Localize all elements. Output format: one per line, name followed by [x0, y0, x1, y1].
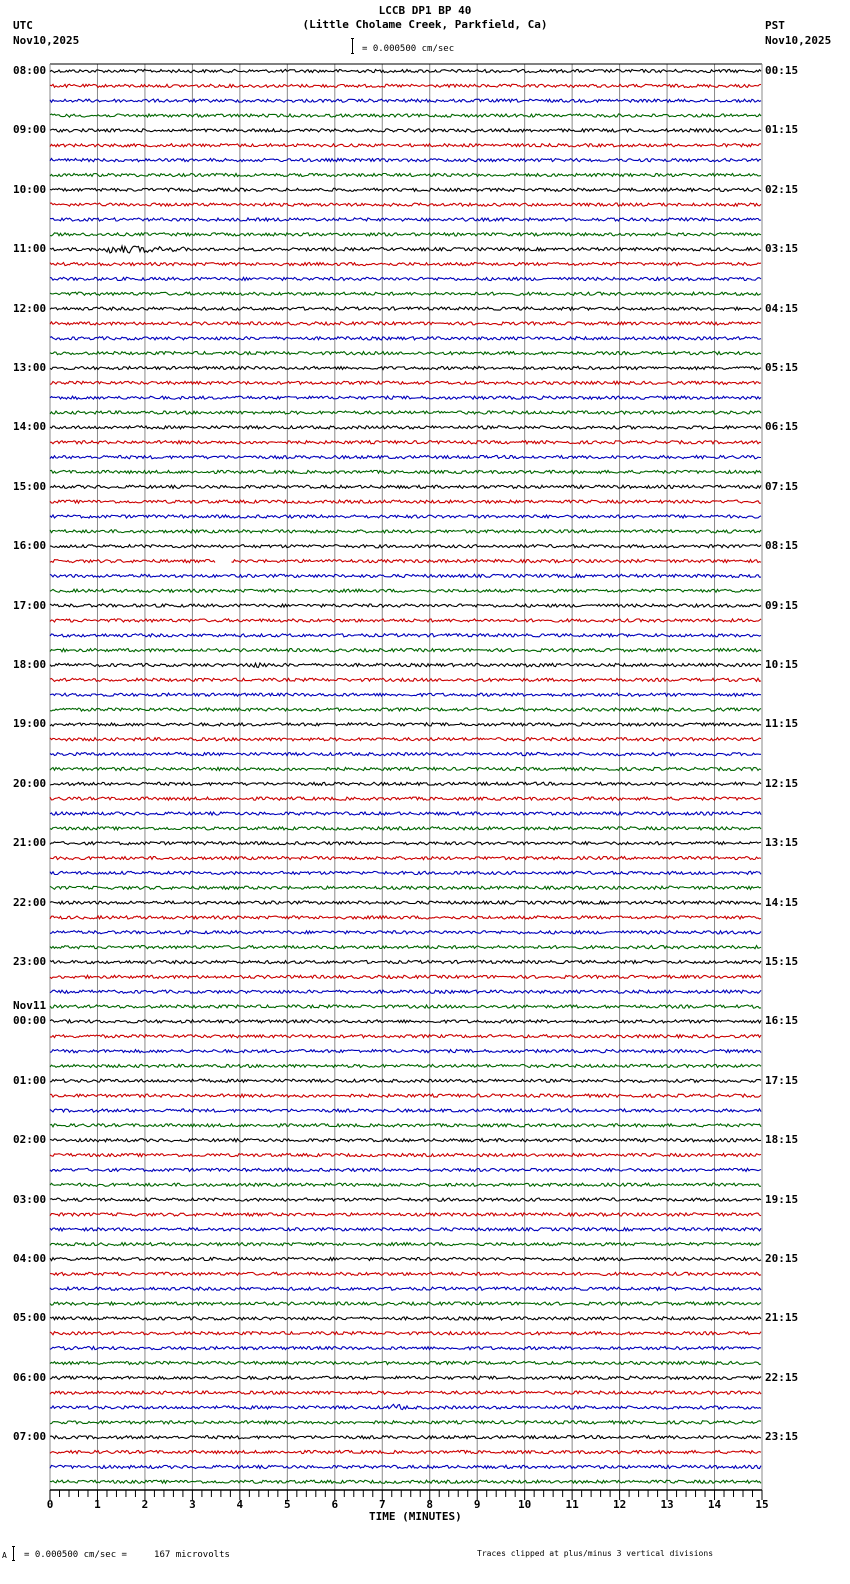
pst-hour-label: 04:15 [765, 301, 799, 315]
trace-10 [50, 218, 761, 221]
x-tick-label: 9 [473, 1498, 481, 1511]
x-tick-label: 7 [378, 1498, 386, 1511]
pst-hour-label: 05:15 [765, 361, 799, 374]
trace-42 [50, 693, 761, 696]
x-tick-label: 0 [46, 1498, 54, 1511]
trace-58 [50, 931, 761, 934]
trace-17 [50, 322, 761, 325]
utc-hour-label: 03:00 [13, 1192, 47, 1206]
trace-23 [50, 411, 761, 414]
right-timezone: PST [765, 19, 785, 32]
trace-77 [50, 1213, 761, 1216]
trace-19 [50, 352, 761, 355]
chart-title: LCCB DP1 BP 40 [378, 4, 472, 17]
pst-hour-label: 21:15 [765, 1311, 799, 1325]
trace-82 [50, 1287, 761, 1290]
utc-hour-label: 23:00 [13, 955, 47, 968]
utc-hour-label: 18:00 [13, 658, 47, 671]
left-date: Nov10,2025 [13, 34, 80, 47]
utc-hour-label: 21:00 [13, 836, 47, 850]
left-timezone: UTC [13, 19, 33, 32]
pst-hour-label: 07:15 [765, 479, 799, 493]
trace-74 [50, 1168, 761, 1171]
trace-39 [50, 649, 761, 652]
trace-52 [50, 842, 761, 845]
trace-47 [50, 767, 761, 770]
trace-53 [50, 857, 761, 860]
pst-hour-label: 17:15 [765, 1073, 799, 1087]
trace-21 [50, 381, 761, 384]
x-tick-label: 10 [518, 1498, 532, 1511]
trace-5 [50, 144, 761, 147]
trace-29 [50, 500, 761, 503]
trace-24 [50, 426, 761, 429]
trace-61 [50, 975, 761, 978]
trace-48 [50, 782, 761, 785]
utc-hour-label: 16:00 [13, 539, 47, 553]
pst-hour-label: 15:15 [765, 955, 799, 968]
x-tick-label: 4 [236, 1498, 244, 1511]
trace-18 [50, 337, 761, 340]
trace-20 [50, 366, 761, 369]
pst-hour-label: 10:15 [765, 658, 799, 671]
x-tick-label: 1 [94, 1498, 101, 1511]
trace-76 [50, 1198, 761, 1201]
trace-81 [50, 1272, 761, 1275]
trace-7 [50, 173, 761, 176]
trace-78 [50, 1228, 761, 1231]
trace-1 [50, 84, 761, 87]
trace-79 [50, 1243, 761, 1246]
utc-hour-label: 00:00 [13, 1014, 47, 1028]
utc-hour-label: 07:00 [13, 1430, 47, 1444]
trace-3 [50, 114, 761, 117]
x-tick-label: 13 [660, 1498, 674, 1511]
trace-40 [50, 663, 761, 667]
trace-62 [50, 990, 761, 993]
pst-hour-label: 22:15 [765, 1370, 799, 1384]
utc-hour-label: 08:00 [13, 64, 47, 77]
trace-66 [50, 1049, 761, 1053]
x-tick-label: 12 [612, 1498, 627, 1511]
utc-hour-label: 05:00 [13, 1311, 47, 1325]
trace-43 [50, 708, 761, 711]
trace-64 [50, 1020, 761, 1023]
trace-35 [50, 589, 761, 592]
pst-hour-label: 02:15 [765, 182, 799, 196]
trace-90 [50, 1404, 761, 1409]
trace-12 [50, 246, 761, 253]
trace-41 [50, 678, 761, 681]
utc-hour-label: 12:00 [13, 301, 47, 315]
x-tick-label: 14 [707, 1498, 722, 1511]
trace-59 [50, 946, 761, 949]
utc-hour-label: 13:00 [13, 361, 47, 374]
x-tick-label: 6 [331, 1498, 339, 1511]
trace-4 [50, 129, 761, 132]
pst-hour-label: 09:15 [765, 598, 799, 612]
trace-15 [50, 292, 761, 295]
trace-28 [50, 485, 761, 488]
trace-92 [50, 1436, 761, 1439]
utc-hour-label: 01:00 [13, 1073, 47, 1087]
trace-9 [50, 203, 761, 206]
trace-0 [50, 69, 761, 72]
pst-hour-label: 01:15 [765, 123, 799, 137]
utc-hour-label: 15:00 [13, 479, 47, 493]
utc-hour-label: 10:00 [13, 182, 47, 196]
trace-68 [50, 1079, 761, 1082]
trace-86 [50, 1347, 761, 1350]
pst-hour-label: 13:15 [765, 836, 799, 850]
trace-27 [50, 470, 761, 473]
trace-73 [50, 1154, 761, 1157]
x-tick-label: 3 [189, 1498, 196, 1511]
trace-2 [50, 99, 761, 102]
utc-hour-label: 06:00 [13, 1370, 47, 1384]
clip-note: Traces clipped at plus/minus 3 vertical divisions [477, 1549, 714, 1558]
trace-88 [50, 1376, 761, 1379]
trace-80 [50, 1257, 761, 1260]
trace-25 [50, 441, 761, 444]
trace-69 [50, 1094, 761, 1097]
trace-87 [50, 1361, 761, 1364]
trace-60 [50, 960, 761, 963]
pst-hour-label: 00:15 [765, 64, 799, 77]
trace-93 [50, 1451, 761, 1454]
trace-72 [50, 1139, 761, 1142]
trace-34 [50, 574, 761, 577]
pst-hour-label: 19:15 [765, 1192, 799, 1206]
pst-hour-label: 11:15 [765, 717, 799, 731]
utc-hour-label: 14:00 [13, 420, 47, 434]
trace-91 [50, 1421, 761, 1424]
trace-67 [50, 1064, 761, 1067]
pst-hour-label: 03:15 [765, 242, 799, 256]
utc-hour-label: 22:00 [13, 895, 47, 909]
utc-hour-label: 11:00 [13, 242, 47, 256]
footer-scale-prefix: A [2, 1551, 7, 1560]
trace-16 [50, 307, 761, 310]
scale-label: = 0.000500 cm/sec [362, 44, 455, 54]
x-tick-label: 11 [565, 1498, 579, 1511]
utc-hour-label: 02:00 [13, 1133, 47, 1147]
trace-32 [50, 545, 761, 548]
trace-8 [50, 188, 761, 191]
trace-14 [50, 277, 761, 280]
trace-38 [50, 634, 761, 637]
trace-63 [50, 1005, 761, 1008]
utc-hour-label: 20:00 [13, 776, 47, 790]
trace-46 [50, 753, 761, 756]
x-tick-label: 8 [426, 1498, 434, 1511]
pst-hour-label: 08:15 [765, 539, 799, 553]
trace-51 [50, 827, 761, 830]
pst-hour-label: 12:15 [765, 776, 799, 790]
utc-hour-label: 09:00 [13, 123, 47, 137]
trace-13 [50, 263, 761, 266]
trace-37 [50, 619, 761, 622]
x-tick-label: 5 [284, 1498, 291, 1511]
footer-scale-text: = 0.000500 cm/sec = 167 microvolts [24, 1550, 230, 1560]
trace-83 [50, 1302, 761, 1305]
trace-30 [50, 515, 761, 518]
trace-22 [50, 396, 761, 399]
trace-71 [50, 1124, 761, 1127]
trace-6 [50, 159, 761, 162]
x-axis-label: TIME (MINUTES) [369, 1510, 462, 1523]
pst-hour-label: 18:15 [765, 1133, 799, 1147]
trace-95 [50, 1480, 761, 1483]
trace-85 [50, 1332, 761, 1335]
pst-hour-label: 14:15 [765, 895, 799, 909]
pst-hour-label: 16:15 [765, 1014, 799, 1028]
utc-hour-label: 19:00 [13, 717, 47, 731]
trace-56 [50, 901, 761, 904]
trace-45 [50, 738, 761, 741]
pst-hour-label: 20:15 [765, 1252, 799, 1265]
trace-70 [50, 1109, 761, 1112]
station-subtitle: (Little Cholame Creek, Parkfield, Ca) [302, 18, 548, 31]
trace-55 [50, 886, 761, 889]
trace-54 [50, 871, 761, 874]
trace-26 [50, 456, 761, 459]
trace-11 [50, 233, 761, 236]
trace-31 [50, 530, 761, 533]
trace-89 [50, 1391, 761, 1394]
trace-65 [50, 1035, 761, 1038]
utc-hour-label: 04:00 [13, 1252, 47, 1265]
trace-36 [50, 604, 761, 607]
trace-50 [50, 812, 761, 815]
trace-57 [50, 916, 761, 919]
pst-hour-label: 23:15 [765, 1430, 799, 1444]
x-tick-label: 15 [755, 1498, 769, 1511]
trace-84 [50, 1317, 761, 1320]
trace-94 [50, 1465, 761, 1468]
trace-33 [50, 560, 761, 563]
date-change-label: Nov11 [13, 999, 47, 1013]
x-tick-label: 2 [141, 1498, 149, 1511]
trace-75 [50, 1183, 761, 1186]
trace-49 [50, 797, 761, 800]
utc-hour-label: 17:00 [13, 598, 47, 612]
footer-scale-bar-icon [12, 1546, 15, 1561]
trace-44 [50, 723, 761, 726]
right-date: Nov10,2025 [765, 34, 832, 47]
pst-hour-label: 06:15 [765, 420, 799, 434]
